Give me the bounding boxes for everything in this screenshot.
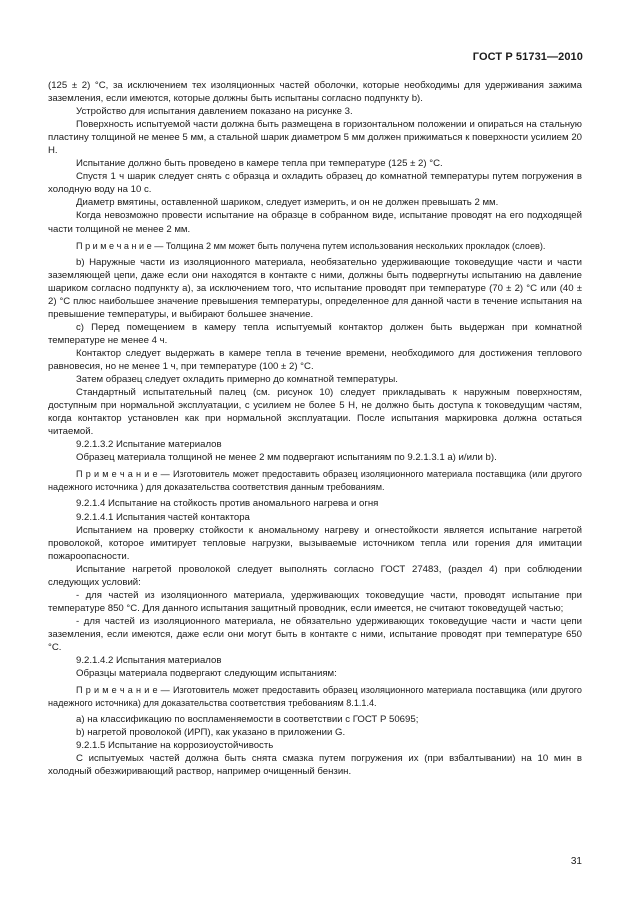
page-number: 31 — [570, 856, 582, 867]
paragraph: Спустя 1 ч шарик следует снять с образца и охладить образец до комнатной температуры путем погружения в холодную воду на 10 с. — [48, 171, 582, 196]
paragraph: Стандартный испытательный палец (см. рисунок 10) следует прикладывать к наружным поверхностям, доступным при нормальной эксплуатации, с усилием не более 5 Н, не должно быть доступа к токоведущим частям, когда контактор установлен как при нормальной эксплуатации. После испытания маркировка должна остаться читаемой. — [48, 387, 582, 438]
list-item: - для частей из изоляционного материала, не обязательно удерживающих токоведущие части и части цепи заземления, если имеются, даже если они могут быть в контакте с ними, испытание проводят при температуре 650 °C. — [48, 615, 582, 653]
section-heading: 9.2.1.4.2 Испытания материалов — [76, 655, 222, 667]
document-header: ГОСТ Р 51731—2010 — [472, 51, 583, 63]
document-body — [48, 79, 582, 778]
paragraph: Устройство для испытания давлением показано на рисунке 3. — [76, 106, 353, 118]
list-item: b) нагретой проволокой (ИРП), как указано в приложении G. — [76, 727, 346, 739]
paragraph: Испытание нагретой проволокой следует выполнять согласно ГОСТ 27483, (раздел 4) при соблюдении следующих условий: — [48, 563, 582, 588]
paragraph: Испытание должно быть проведено в камере тепла при температуре (125 ± 2) °C. — [76, 158, 443, 170]
section-heading: 9.2.1.3.2 Испытание материалов — [76, 439, 222, 451]
paragraph: Затем образец следует охладить примерно до комнатной температуры. — [76, 374, 398, 386]
paragraph: (125 ± 2) °C, за исключением тех изоляционных частей оболочки, которые необходимы для удерживания зажима заземления, если имеются, которые должны быть испытаны согласно подпункту b). — [48, 80, 582, 105]
paragraph: Контактор следует выдержать в камере тепла в течение времени, необходимого для достижения теплового равновесия, но не менее 1 ч, при температуре (100 ± 2) °C. — [48, 347, 582, 372]
paragraph: b) Наружные части из изоляционного материала, необязательно удерживающие токоведущие части и части заземляющей цепи, даже если они находятся в контакте с ними, должны быть подвергнуты испытанию на давление шариком согласно подпункту а), за исключением того, что испытание проводят при температуре (70 ± 2) °C или (40 ± 2) °C плюс наибольшее значение превышения температуры, определенное для данной части в течение испытания на превышение температуры, и выбирают большее значение. — [48, 256, 582, 320]
list-item: - для частей из изоляционного материала, удерживающих токоведущие части, проводят испытание при температуре 850 °C. Для данного испытания защитный проводник, если имеется, не считают токоведущей частью; — [48, 589, 582, 614]
paragraph: С испытуемых частей должна быть снята смазка путем погружения их (при взбалтывании) на 10 мин в холодный обезжиривающий раствор, например очищенный бензин. — [48, 753, 582, 778]
paragraph: Образцы материала подвергают следующим испытаниям: — [76, 668, 337, 680]
paragraph: Образец материала толщиной не менее 2 мм подвергают испытаниям по 9.2.1.3.1 а) и/или b). — [76, 452, 497, 464]
section-heading: 9.2.1.4 Испытание на стойкость против аномального нагрева и огня — [76, 498, 379, 510]
paragraph: Испытанием на проверку стойкости к аномальному нагреву и огнестойкости является испытание нагретой проволокой, которое имитирует тепловые нагрузки, вызываемые источником тепла или горения для имитации пожароопасности. — [48, 524, 582, 562]
note: П р и м е ч а н и е — Изготовитель может предоставить образец изоляционного материала поставщика (или другого надежного источника ) для доказательства соответствия данным требованиям. — [48, 469, 582, 493]
note: П р и м е ч а н и е — Изготовитель может предоставить образец изоляционного материала поставщика (или другого надежного источника) для доказательства соответствия требованиям 8.1.1.4. — [48, 685, 582, 709]
paragraph: с) Перед помещением в камеру тепла испытуемый контактор должен быть выдержан при комнатной температуре не менее 4 ч. — [48, 321, 582, 346]
section-heading: 9.2.1.5 Испытание на коррозиоустойчивость — [76, 740, 274, 752]
section-heading: 9.2.1.4.1 Испытания частей контактора — [76, 511, 250, 523]
note: П р и м е ч а н и е — Толщина 2 мм может быть получена путем использования нескольких прокладок (слоев). — [76, 240, 546, 251]
list-item: а) на классификацию по воспламеняемости в соответствии с ГОСТ Р 50695; — [76, 714, 419, 726]
paragraph: Когда невозможно провести испытание на образце в собранном виде, испытание проводят на его подходящей части толщиной не менее 2 мм. — [48, 210, 582, 235]
paragraph: Поверхность испытуемой части должна быть размещена в горизонтальном положении и опираться на стальную пластину толщиной не менее 5 мм, а стальной шарик диаметром 5 мм должен прижиматься к поверхности усилием 20 Н. — [48, 119, 582, 157]
paragraph: Диаметр вмятины, оставленной шариком, следует измерить, и он не должен превышать 2 мм. — [76, 197, 499, 209]
